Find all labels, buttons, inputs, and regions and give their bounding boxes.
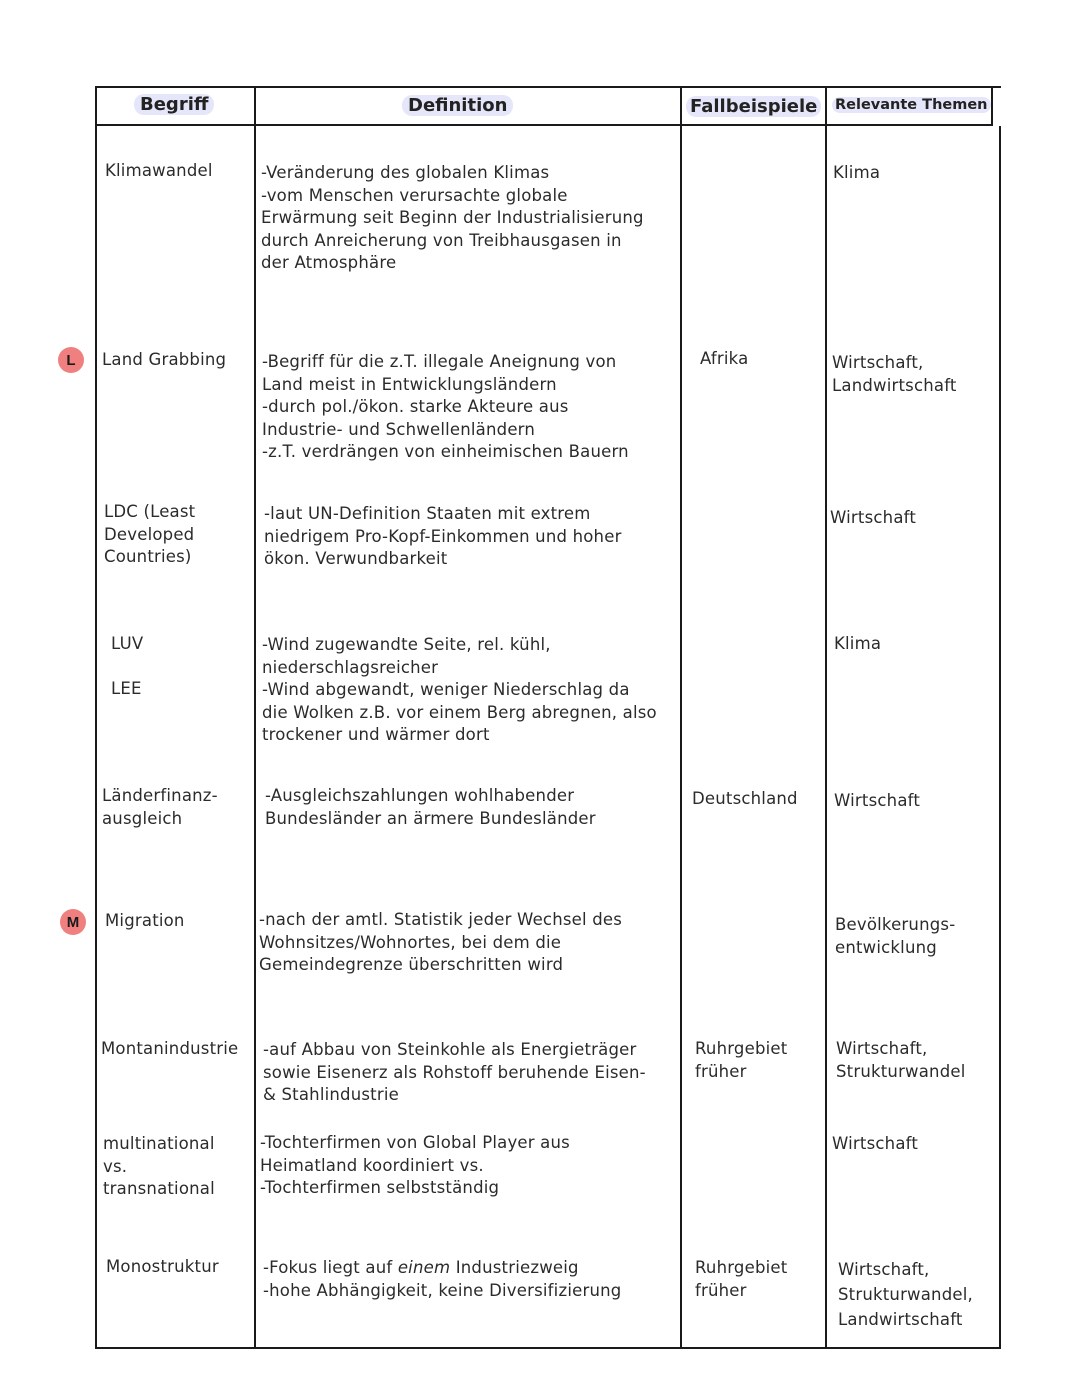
header-begriff: Begriff — [134, 94, 214, 115]
themen-cell: Klima — [834, 634, 882, 653]
begriff-cell: LDC (Least Developed Countries) — [104, 502, 196, 566]
fallbeispiel-cell: Afrika — [700, 349, 749, 368]
begriff-cell: Länderfinanz- ausgleich — [102, 786, 218, 828]
begriff-cell: Migration — [105, 911, 185, 930]
begriff-cell: LUV — [111, 634, 144, 653]
themen-cell: Wirtschaft, Strukturwandel, Landwirtschaft — [838, 1260, 973, 1329]
definition-text: -Fokus liegt auf — [263, 1258, 398, 1277]
definition-cell: -Ausgleichszahlungen wohlhabender Bundesländer an ärmere Bundesländer — [265, 786, 596, 828]
marker-l: L — [58, 347, 84, 373]
fallbeispiel-cell: Ruhrgebiet früher — [695, 1258, 788, 1300]
column-divider — [999, 126, 1001, 1349]
fallbeispiel-cell: Deutschland — [692, 789, 798, 808]
definition-text: Industriezweig -hohe Abhängigkeit, keine Diversifizierung — [263, 1258, 622, 1300]
column-divider — [254, 86, 256, 1349]
themen-cell: Wirtschaft — [830, 508, 917, 527]
begriff-cell: Monostruktur — [106, 1257, 219, 1276]
definition-cell: -Veränderung des globalen Klimas -vom Menschen verursachte globale Erwärmung seit Beginn der Industrialisierung durch Anreicherung von Treibhausgasen in der Atmosphäre — [261, 163, 644, 272]
themen-cell: Wirtschaft, Strukturwandel — [836, 1039, 966, 1081]
definition-cell: -nach der amtl. Statistik jeder Wechsel des Wohnsitzes/Wohnortes, bei dem die Gemeindegrenze überschritten wird — [259, 910, 623, 974]
definition-cell: -Tochterfirmen von Global Player aus Heimatland koordiniert vs. -Tochterfirmen selbstständig — [260, 1133, 570, 1197]
fallbeispiel-cell: Ruhrgebiet früher — [695, 1039, 788, 1081]
begriff-cell: Klimawandel — [105, 161, 213, 180]
column-divider — [825, 86, 827, 1349]
themen-cell: Bevölkerungs- entwicklung — [835, 915, 956, 957]
themen-cell: Wirtschaft, Landwirtschaft — [832, 353, 957, 395]
definition-cell: -Wind zugewandte Seite, rel. kühl, niederschlagsreicher -Wind abgewandt, weniger Niederschlag da die Wolken z.B. vor einem Berg abregnen, also trockener und wärmer dort — [262, 635, 657, 744]
header-fallbeispiele: Fallbeispiele — [686, 96, 821, 117]
begriff-cell: LEE — [111, 679, 142, 698]
definition-cell: -Begriff für die z.T. illegale Aneignung von Land meist in Entwicklungsländern -durch pol./ökon. starke Akteure aus Industrie- und Schwellenländern -z.T. verdrängen von einheimischen Bauern — [262, 352, 629, 461]
header-divider — [95, 124, 993, 126]
begriff-cell: Land Grabbing — [102, 350, 227, 369]
header-definition: Definition — [402, 95, 513, 116]
definition-cell — [263, 1257, 621, 1302]
definition-emphasis: einem — [397, 1258, 451, 1277]
column-divider — [680, 86, 682, 1349]
definition-cell: -auf Abbau von Steinkohle als Energieträger sowie Eisenerz als Rohstoff beruhende Eisen- & Stahlindustrie — [263, 1040, 646, 1104]
themen-cell: Wirtschaft — [832, 1134, 919, 1153]
themen-cell: Wirtschaft — [834, 791, 921, 810]
marker-m: M — [60, 909, 86, 935]
begriff-cell: Montanindustrie — [101, 1039, 239, 1058]
begriff-cell: multinational vs. transnational — [103, 1134, 215, 1198]
header-relevante-themen: Relevante Themen — [832, 97, 991, 113]
themen-cell: Klima — [833, 163, 881, 182]
definition-cell: -laut UN-Definition Staaten mit extrem niedrigem Pro-Kopf-Einkommen und hoher ökon. Verwundbarkeit — [264, 504, 622, 568]
column-divider — [991, 86, 993, 126]
